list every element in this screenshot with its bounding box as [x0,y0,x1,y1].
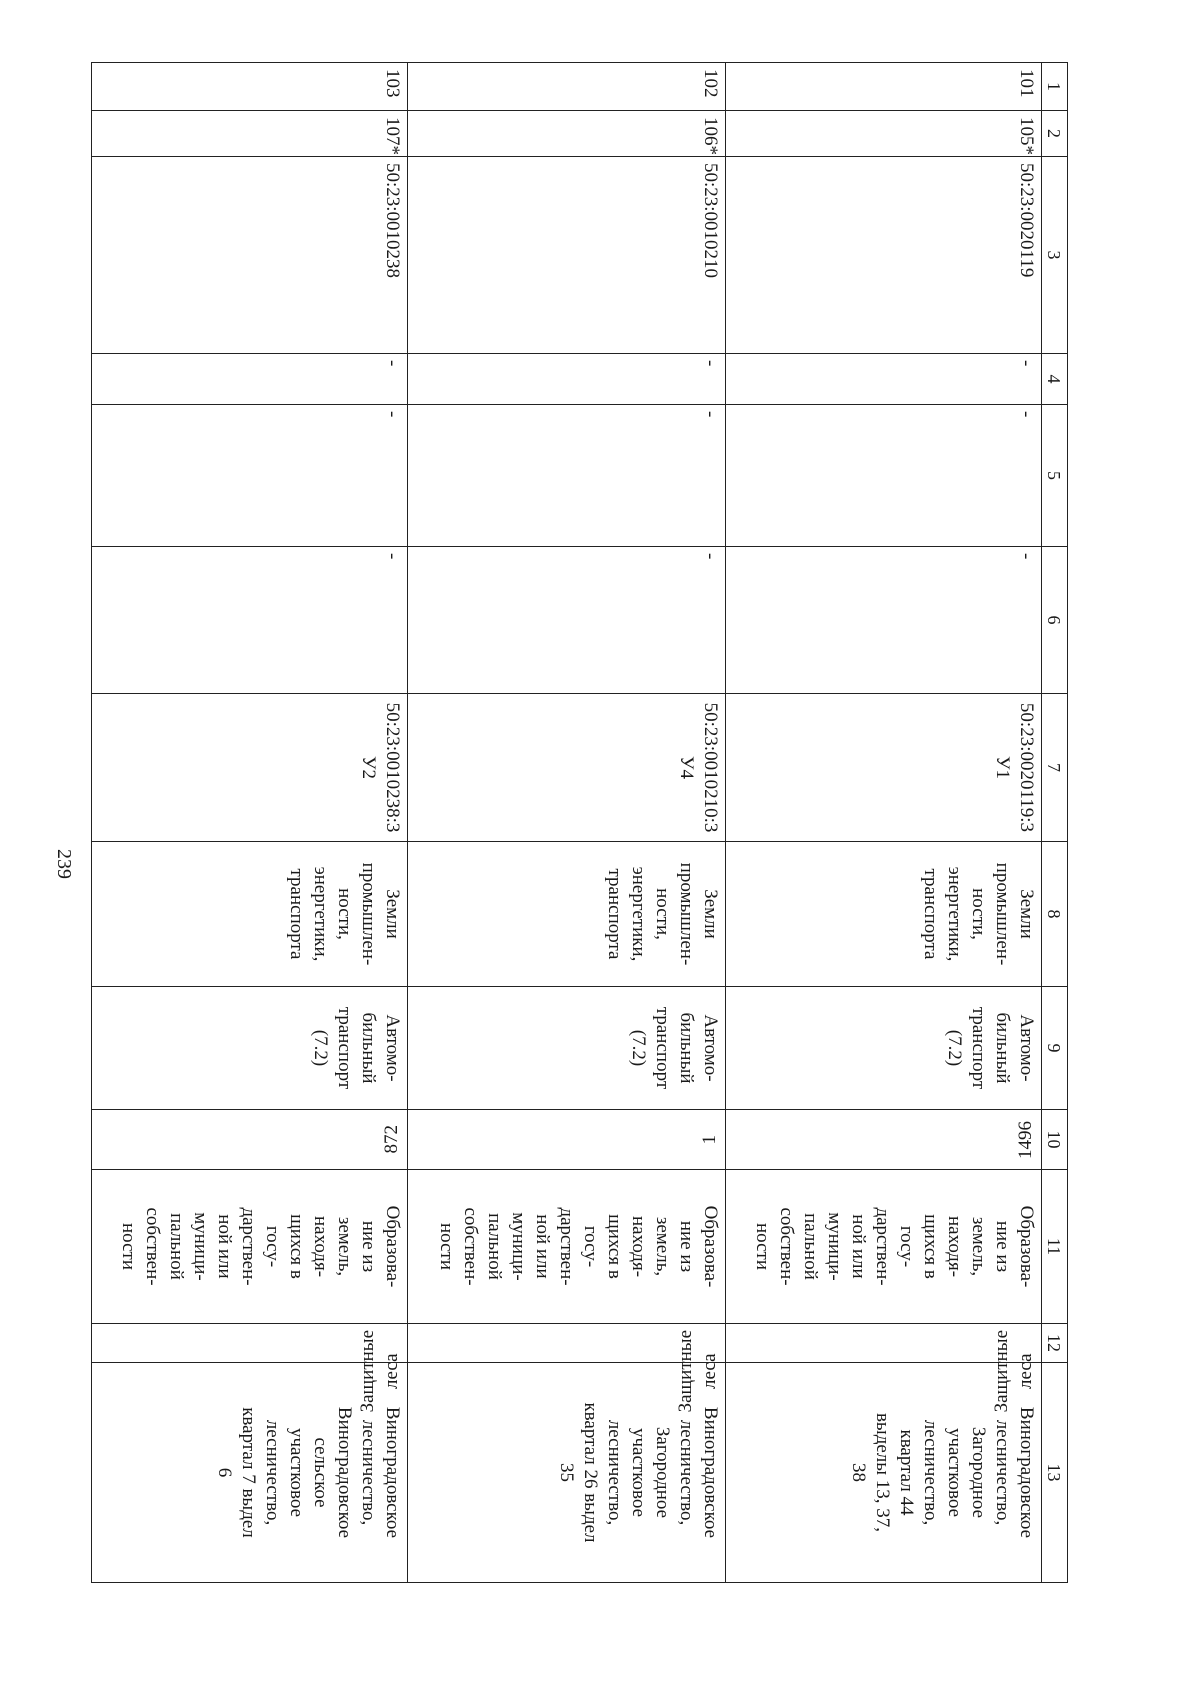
land-category-cell: Земли промышлен- ности, энергетики, транспорта [408,842,726,987]
land-category-cell: Земли промышлен- ности, энергетики, транспорта [92,842,408,987]
cadastral-quarter-cell: 50:23:0010238 [92,157,408,354]
column-header: 12 [1042,1324,1068,1363]
formation-method-cell: Образова- ние из земель, находя- щихся в госу- дарствен- ной или муници- пальной собствен- ности [92,1170,408,1324]
permitted-use-cell: Автомо- бильный транспорт (7.2) [408,987,726,1110]
forest-type-value: Защитные леса [675,1330,720,1413]
area-value: 872 [381,1125,402,1154]
column-header: 2 [1042,111,1068,157]
forestry-location-cell: Виноградовское лесничество, Загородное участковое лесничество, квартал 26 выдел 35 [408,1363,726,1583]
forestry-location-cell: Виноградовское лесничество, Загородное участковое лесничество, квартал 44 выделы 13, 37, 38 [726,1363,1042,1583]
plot-designation-cell: 50:23:0020119:3 У1 [726,694,1042,842]
area-value: 1 [699,1134,720,1145]
col4-cell: - [408,354,726,405]
plot-number-cell: 105* [726,111,1042,157]
forest-type-value: Защитные леса [357,1330,402,1413]
plot-number-cell: 107* [92,111,408,157]
permitted-use-cell: Автомо- бильный транспорт (7.2) [92,987,408,1110]
page-number: 239 [53,849,75,879]
col5-cell: - [92,405,408,547]
row-index-cell: 102 [408,63,726,111]
column-header: 6 [1042,547,1068,694]
column-header: 8 [1042,842,1068,987]
formation-method-cell: Образова- ние из земель, находя- щихся в госу- дарствен- ной или муници- пальной собствен- ности [726,1170,1042,1324]
formation-method-cell: Образова- ние из земель, находя- щихся в госу- дарствен- ной или муници- пальной собствен- ности [408,1170,726,1324]
plot-number-cell: 106* [408,111,726,157]
table-row [408,63,726,1583]
permitted-use-cell: Автомо- бильный транспорт (7.2) [726,987,1042,1110]
col6-cell: - [92,547,408,694]
area-cell [726,1110,1042,1170]
row-index-cell: 101 [726,63,1042,111]
land-plot-table [91,62,1068,1583]
cadastral-quarter-cell: 50:23:0010210 [408,157,726,354]
plot-designation-cell: 50:23:0010238:3 У2 [92,694,408,842]
column-header: 11 [1042,1170,1068,1324]
table-row [92,63,408,1583]
col5-cell: - [408,405,726,547]
area-value: 1496 [1015,1120,1036,1159]
forestry-location-cell: Виноградовское лесничество, Виноградовское сельское участковое лесничество, квартал 7 выдел 6 [92,1363,408,1583]
plot-designation-cell: 50:23:0010210:3 У4 [408,694,726,842]
col4-cell: - [726,354,1042,405]
land-category-cell: Земли промышлен- ности, энергетики, транспорта [726,842,1042,987]
col4-cell: - [92,354,408,405]
column-header: 4 [1042,354,1068,405]
forest-type-value: Защитные леса [991,1330,1036,1413]
column-header: 5 [1042,405,1068,547]
cadastral-quarter-cell: 50:23:0020119 [726,157,1042,354]
column-header: 1 [1042,63,1068,111]
forest-type-cell [408,1324,726,1413]
column-header: 3 [1042,157,1068,354]
column-header: 7 [1042,694,1068,842]
area-cell [408,1110,726,1170]
column-header: 9 [1042,987,1068,1110]
table-header-row [1042,63,1068,1583]
forest-type-cell [726,1324,1042,1413]
table-row [726,63,1042,1583]
col5-cell: - [726,405,1042,547]
column-header: 10 [1042,1110,1068,1170]
col6-cell: - [408,547,726,694]
col6-cell: - [726,547,1042,694]
forest-type-cell [92,1324,408,1413]
area-cell [92,1110,408,1170]
table-container [92,62,1068,1582]
row-index-cell: 103 [92,63,408,111]
column-header: 13 [1042,1363,1068,1583]
